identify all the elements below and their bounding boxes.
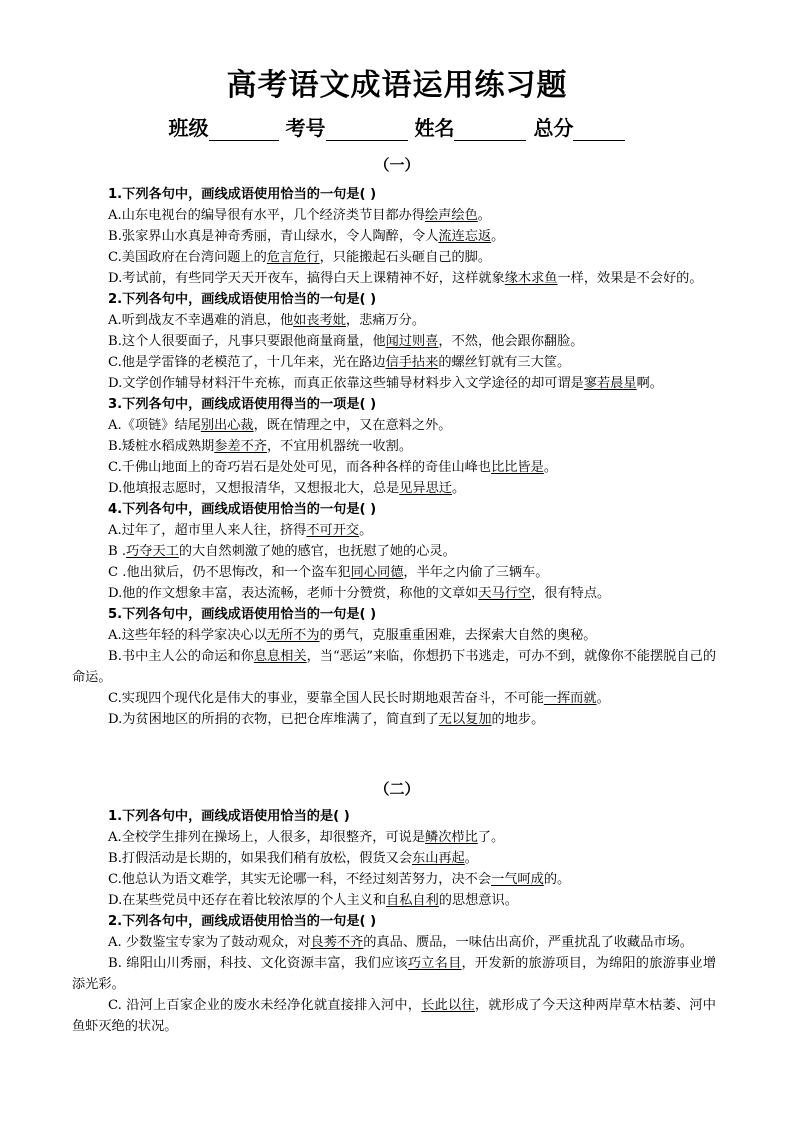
answer-option — [72, 646, 716, 688]
question-stem: 1.下列各句中，画线成语使用恰当的一句是( ) — [108, 187, 377, 202]
option-text: D.他的作文想象丰富，表达流畅，老师十分赞赏，称他的文章如 — [108, 586, 479, 601]
option-text: C .他出狱后，仍不思悔改，和一个盗车犯 — [108, 565, 351, 580]
option-text: 。 — [451, 481, 466, 496]
option-text: A.过年了，超市里人来人往，挤得 — [108, 523, 307, 538]
option-text: 的。 — [543, 872, 571, 887]
underlined-idiom: 流连忘返 — [438, 229, 492, 244]
option-text: ，不宜用机器统一收割。 — [266, 439, 413, 454]
answer-option — [104, 520, 716, 541]
underlined-idiom: 无所不为 — [266, 628, 320, 643]
option-text: C.他是学雷锋的老模范了，十几年来，光在路边 — [108, 355, 386, 370]
option-text: ，就形成了今天这种两岸草木枯萎、河中鱼虾灭绝的状况。 — [72, 998, 716, 1034]
option-text: C. 沿河上百家企业的废水未经净化就直接排入河中， — [108, 998, 422, 1013]
answer-option — [104, 478, 716, 499]
answer-option — [104, 890, 716, 911]
option-text: 了。 — [477, 830, 505, 845]
question-stem: 2.下列各句中，画线成语使用恰当的一句是( ) — [108, 914, 377, 929]
question-stem: 1.下列各句中，画线成语使用恰当的是( ) — [108, 809, 350, 824]
option-text: 。 — [596, 691, 610, 706]
underlined-idiom: 参差不齐 — [214, 439, 267, 454]
answer-option — [104, 247, 716, 268]
underlined-idiom: 天马行空 — [478, 586, 532, 601]
option-text: 一样，效果是不会好的。 — [557, 271, 703, 286]
option-text: D.为贫困地区的所捐的衣物，已把仓库堆满了，简直到了 — [108, 712, 439, 727]
option-text: B.书中主人公的命运和你 — [108, 649, 254, 664]
name-label: 姓名 — [414, 116, 455, 140]
section-heading-1: （一） — [374, 156, 420, 174]
option-text: C.他总认为语文难学，其实无论哪一科，不经过刻苦努力，决不会 — [108, 872, 492, 887]
question-stem: 5.下列各句中，画线成语使用恰当的一句是( ) — [108, 607, 377, 622]
option-text: ，很有特点。 — [531, 586, 611, 601]
underlined-idiom: 一气呵成 — [491, 872, 544, 887]
option-text: C.实现四个现代化是伟大的事业，要靠全国人民长时期地艰苦奋斗，不可能 — [108, 691, 544, 706]
option-text: B. 绵阳山川秀丽，科技、文化资源丰富，我们应该 — [108, 956, 408, 971]
option-text: ，既在情理之中，又在意料之外。 — [253, 418, 452, 433]
underlined-idiom: 东山再起 — [412, 851, 465, 866]
option-text: A.《项链》结尾 — [108, 418, 201, 433]
option-text: ，开发新的旅游项目，为绵阳的旅游事业增添光彩。 — [72, 956, 717, 992]
underlined-idiom: 一挥而就 — [543, 691, 597, 706]
option-text: 的勇气，克服重重困难，去探索大自然的奥秘。 — [319, 628, 597, 643]
answer-option — [72, 995, 716, 1037]
option-text: B.打假活动是长期的，如果我们稍有放松，假货又会 — [108, 851, 413, 866]
section-2-questions — [72, 806, 717, 1037]
option-text: 的螺丝钉就有三大筐。 — [438, 355, 571, 370]
option-text: B.这个人很要面子，凡事只要跟他商量商量，他 — [108, 334, 386, 349]
option-text: 。 — [543, 460, 557, 475]
option-text: D.在某些党员中还存在着比较浓厚的个人主义和 — [108, 893, 387, 908]
underlined-idiom: 别出心裁 — [200, 418, 254, 433]
option-text: 。 — [359, 523, 373, 538]
page-title: 高考语文成语运用练习题 — [226, 68, 568, 103]
answer-option — [104, 436, 716, 457]
section-1-questions — [72, 184, 717, 730]
underlined-idiom: 长此以往 — [421, 998, 475, 1013]
answer-option — [104, 457, 716, 478]
option-text: B.矮桩水稻成熟期 — [108, 439, 215, 454]
answer-option — [104, 688, 716, 709]
underlined-idiom: 自私自利 — [386, 893, 439, 908]
name-blank — [454, 122, 526, 141]
score-label: 总分 — [533, 116, 574, 140]
answer-option — [104, 869, 716, 890]
underlined-idiom: 比比皆是 — [491, 460, 544, 475]
option-text: B.张家界山水真是神奇秀丽，青山绿水，令人陶醉，令人 — [108, 229, 439, 244]
exam-number-blank — [326, 122, 408, 141]
option-text: ，当“恶运”来临，你想扔下书逃走，可办不到，就像你不能摆脱自己的命运。 — [72, 649, 717, 685]
option-text: ，悲痛万分。 — [345, 313, 426, 328]
underlined-idiom: 见异思迁 — [399, 481, 452, 496]
score-blank — [573, 122, 625, 141]
option-text: C.千佛山地面上的奇巧岩石是处处可见，而各种各样的奇佳山峰也 — [108, 460, 492, 475]
section-heading-2: （二） — [374, 780, 420, 798]
option-text: ，不然，他会跟你翻脸。 — [438, 334, 584, 349]
option-text: A.全校学生排列在操场上，人很多，却很整齐，可说是 — [108, 830, 426, 845]
option-text: 。 — [477, 208, 491, 223]
option-text: A.听到战友不幸遇难的消息，他 — [108, 313, 294, 328]
option-text: D.他填报志愿时，又想报清华，又想报北大，总是 — [108, 481, 400, 496]
answer-option — [104, 352, 716, 373]
answer-option — [104, 226, 716, 247]
question-stem: 3.下列各句中，画线成语使用得当的一项是( ) — [108, 397, 377, 412]
option-text: 的大自然刺激了她的感官，也抚慰了她的心灵。 — [178, 544, 456, 559]
option-text: A.这些年轻的科学家决心以 — [108, 628, 267, 643]
underlined-idiom: 巧立名目 — [407, 956, 462, 971]
option-text: 的地步。 — [491, 712, 545, 727]
answer-option — [104, 827, 716, 848]
option-text: D.考试前，有些同学天天开夜车，搞得白天上课精神不好，这样就象 — [108, 271, 505, 286]
answer-option — [72, 373, 716, 394]
student-info-line — [0, 112, 794, 141]
option-text: D.文学创作辅导材料汗牛充栋，而真正依靠这些辅导材料步入文学途径的却可谓是 — [108, 376, 584, 391]
option-text: C.美国政府在台湾问题上的 — [108, 250, 267, 265]
underlined-idiom: 闻过则喜 — [385, 334, 439, 349]
answer-option — [72, 953, 716, 995]
class-label: 班级 — [168, 116, 209, 140]
answer-option — [104, 331, 716, 352]
underlined-idiom: 危言危行 — [266, 250, 320, 265]
underlined-idiom: 良莠不齐 — [310, 935, 364, 950]
underlined-idiom: 不可开交 — [306, 523, 360, 538]
underlined-idiom: 鳞次栉比 — [425, 830, 478, 845]
question-stem: 2.下列各句中，画线成语使用恰当的一句是( ) — [108, 292, 377, 307]
answer-option — [104, 848, 716, 869]
option-text: A.山东电视台的编导很有水平，几个经济类节目都办得 — [108, 208, 426, 223]
underlined-idiom: 同心同德 — [350, 565, 404, 580]
exam-number-label: 考号 — [285, 116, 326, 140]
option-text: 的真品、赝品，一味估出高价，严重扰乱了收藏品市场。 — [363, 935, 693, 950]
option-text: 啊。 — [636, 376, 663, 391]
answer-option — [72, 268, 716, 289]
answer-option — [104, 415, 716, 436]
underlined-idiom: 如丧考妣 — [293, 313, 346, 328]
underlined-idiom: 绘声绘色 — [425, 208, 478, 223]
answer-option — [104, 562, 716, 583]
option-text: ，只能搬起石头砸自己的脚。 — [319, 250, 492, 265]
option-text: A. 少数鉴宝专家为了鼓动观众，对 — [108, 935, 311, 950]
option-text: ，半年之内偷了三辆车。 — [403, 565, 549, 580]
underlined-idiom: 无以复加 — [438, 712, 492, 727]
answer-option — [72, 932, 716, 953]
underlined-idiom: 寥若晨星 — [583, 376, 637, 391]
underlined-idiom: 缘木求鱼 — [504, 271, 558, 286]
answer-option — [104, 541, 716, 562]
underlined-idiom: 息息相关 — [253, 649, 307, 664]
question-stem: 4.下列各句中，画线成语使用恰当的一句是( ) — [108, 502, 377, 517]
answer-option — [104, 205, 716, 226]
option-text: B . — [108, 544, 127, 559]
answer-option — [104, 709, 716, 730]
answer-option — [104, 583, 716, 604]
option-text: 。 — [491, 229, 505, 244]
underlined-idiom: 信手拈来 — [385, 355, 439, 370]
answer-option — [104, 310, 716, 331]
answer-option — [104, 625, 716, 646]
option-text: 的思想意识。 — [438, 893, 518, 908]
class-blank — [209, 122, 279, 141]
underlined-idiom: 巧夺天工 — [126, 544, 179, 559]
option-text: 。 — [464, 851, 478, 866]
